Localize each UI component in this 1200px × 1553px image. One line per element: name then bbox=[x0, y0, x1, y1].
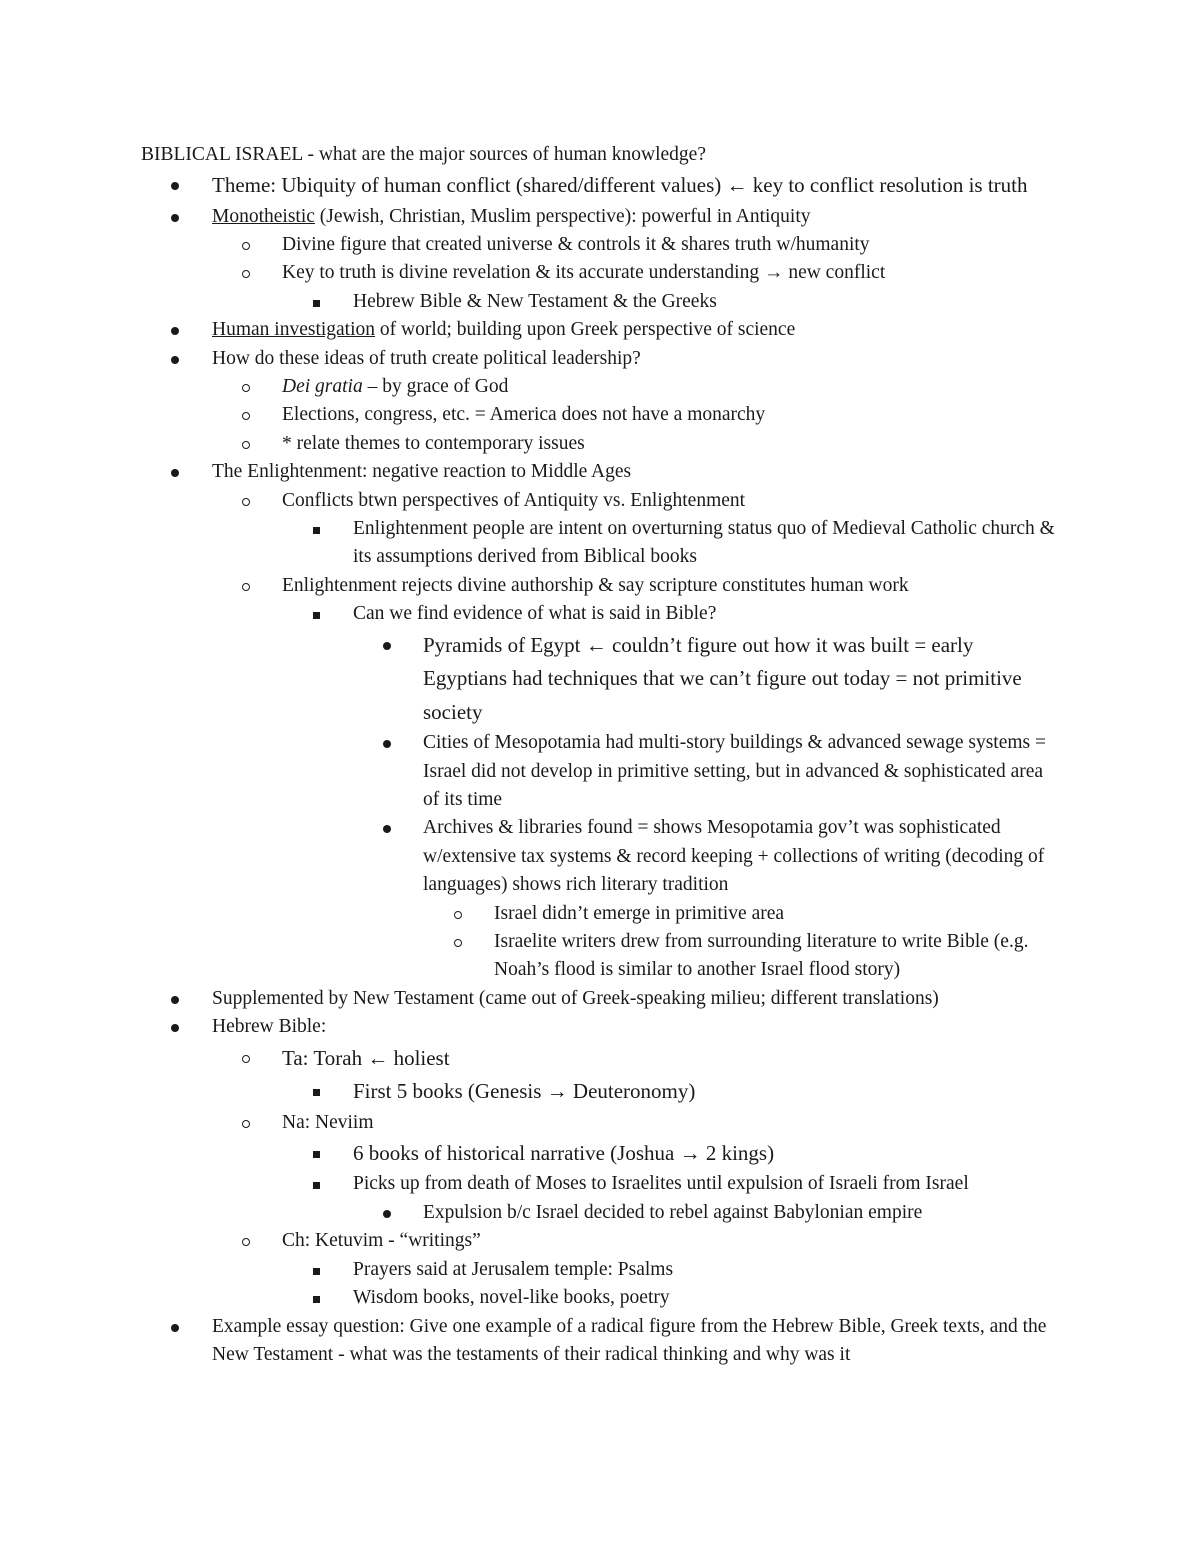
list-item bbox=[141, 458, 1061, 486]
list-item-text: Prayers said at Jerusalem temple: Psalms bbox=[353, 1258, 674, 1280]
list-item-text: Enlightenment people are intent on overturning status quo of Medieval Catholic church & its assumptions derived from Biblical books bbox=[353, 517, 1055, 568]
list-item bbox=[141, 629, 1061, 730]
list-item bbox=[141, 203, 1061, 231]
list-item bbox=[141, 814, 1061, 899]
list-item bbox=[141, 1170, 1061, 1198]
list-item-text: How do these ideas of truth create political leadership? bbox=[212, 347, 641, 369]
list-item bbox=[141, 515, 1061, 572]
list-item bbox=[141, 572, 1061, 600]
list-item-text: Picks up from death of Moses to Israelites until expulsion of Israeli from Israel bbox=[353, 1173, 969, 1195]
list-item bbox=[141, 231, 1061, 259]
list-item-text: Supplemented by New Testament (came out of Greek-speaking milieu; different translations) bbox=[212, 987, 939, 1009]
list-item bbox=[141, 1109, 1061, 1137]
list-item bbox=[141, 316, 1061, 344]
list-item-text: Wisdom books, novel-like books, poetry bbox=[353, 1287, 670, 1309]
list-item bbox=[141, 600, 1061, 628]
list-item bbox=[141, 373, 1061, 401]
list-item bbox=[141, 345, 1061, 373]
underlined-term: Monotheistic bbox=[212, 205, 315, 227]
list-item-text: Hebrew Bible: bbox=[212, 1016, 327, 1038]
list-item-text: Hebrew Bible & New Testament & the Greeks bbox=[353, 290, 717, 312]
list-item-text: – by grace of God bbox=[362, 375, 509, 397]
list-item-text: Enlightenment rejects divine authorship & say scripture constitutes human work bbox=[282, 574, 909, 596]
list-item bbox=[141, 1313, 1061, 1370]
list-item-text: Key to truth is divine revelation & its accurate understanding → new conflict bbox=[282, 262, 886, 284]
list-item bbox=[141, 1284, 1061, 1312]
list-item bbox=[141, 900, 1061, 928]
list-item bbox=[141, 1013, 1061, 1041]
list-item bbox=[141, 430, 1061, 458]
list-item-text: Conflicts btwn perspectives of Antiquity vs. Enlightenment bbox=[282, 489, 746, 511]
list-item bbox=[141, 985, 1061, 1013]
list-item-text: Elections, congress, etc. = America does not have a monarchy bbox=[282, 404, 766, 426]
list-item bbox=[141, 259, 1061, 287]
italic-term: Dei gratia bbox=[282, 375, 363, 397]
list-item-text: Cities of Mesopotamia had multi-story buildings & advanced sewage systems = Israel did not develop in primitive setting, but in advanced & sophisticated area of its time bbox=[423, 732, 1046, 810]
list-item-text: Pyramids of Egypt ← couldn’t figure out how it was built = early Egyptians had techniques that we can’t figure out today = not primitive society bbox=[423, 632, 1022, 724]
list-item-text: Ta: Torah ← holiest bbox=[282, 1045, 450, 1070]
list-item-text: Example essay question: Give one example of a radical figure from the Hebrew Bible, Greek texts, and the New Testament - what was the testaments of their radical thinking and why was it bbox=[212, 1315, 1047, 1365]
list-item bbox=[141, 1256, 1061, 1284]
list-item-text: Theme: Ubiquity of human conflict (shared/different values) ← key to conflict resolution is truth bbox=[212, 173, 1028, 197]
list-item-text: Israelite writers drew from surrounding literature to write Bible (e.g. Noah’s flood is similar to another Israel flood story) bbox=[494, 930, 1029, 981]
list-item bbox=[141, 169, 1061, 203]
list-item-text: 6 books of historical narrative (Joshua → 2 kings) bbox=[353, 1140, 775, 1165]
list-item-text: Expulsion b/c Israel decided to rebel against Babylonian empire bbox=[423, 1201, 923, 1223]
list-item-text: of world; building upon Greek perspective of science bbox=[375, 319, 796, 341]
list-item-text: (Jewish, Christian, Muslim perspective): powerful in Antiquity bbox=[314, 205, 811, 227]
list-item-text: * relate themes to contemporary issues bbox=[282, 432, 585, 454]
list-item-text: Divine figure that created universe & controls it & shares truth w/humanity bbox=[282, 233, 870, 255]
list-item bbox=[141, 288, 1061, 316]
list-item bbox=[141, 1137, 1061, 1171]
list-item-text: Israel didn’t emerge in primitive area bbox=[494, 902, 785, 924]
list-item-text: Archives & libraries found = shows Mesopotamia gov’t was sophisticated w/extensive tax systems & record keeping + collections of writing (decoding of languages) shows rich literary tradition bbox=[423, 817, 1045, 896]
list-item-text: The Enlightenment: negative reaction to Middle Ages bbox=[212, 461, 632, 483]
list-item bbox=[141, 1042, 1061, 1076]
list-item-text: Ch: Ketuvim - “writings” bbox=[282, 1230, 481, 1252]
list-item bbox=[141, 487, 1061, 515]
list-item-text: Can we find evidence of what is said in Bible? bbox=[353, 603, 717, 625]
underlined-term: Human investigation bbox=[212, 319, 376, 341]
list-item bbox=[141, 928, 1061, 985]
list-item-text: Na: Neviim bbox=[282, 1111, 374, 1133]
list-item bbox=[141, 729, 1061, 814]
notes-body bbox=[141, 141, 1061, 1369]
list-item bbox=[141, 1227, 1061, 1255]
list-item-text: First 5 books (Genesis → Deuteronomy) bbox=[353, 1079, 696, 1104]
list-item bbox=[141, 1199, 1061, 1227]
page-title: BIBLICAL ISRAEL - what are the major sources of human knowledge? bbox=[141, 144, 706, 165]
list-item bbox=[141, 401, 1061, 429]
list-item bbox=[141, 1075, 1061, 1109]
